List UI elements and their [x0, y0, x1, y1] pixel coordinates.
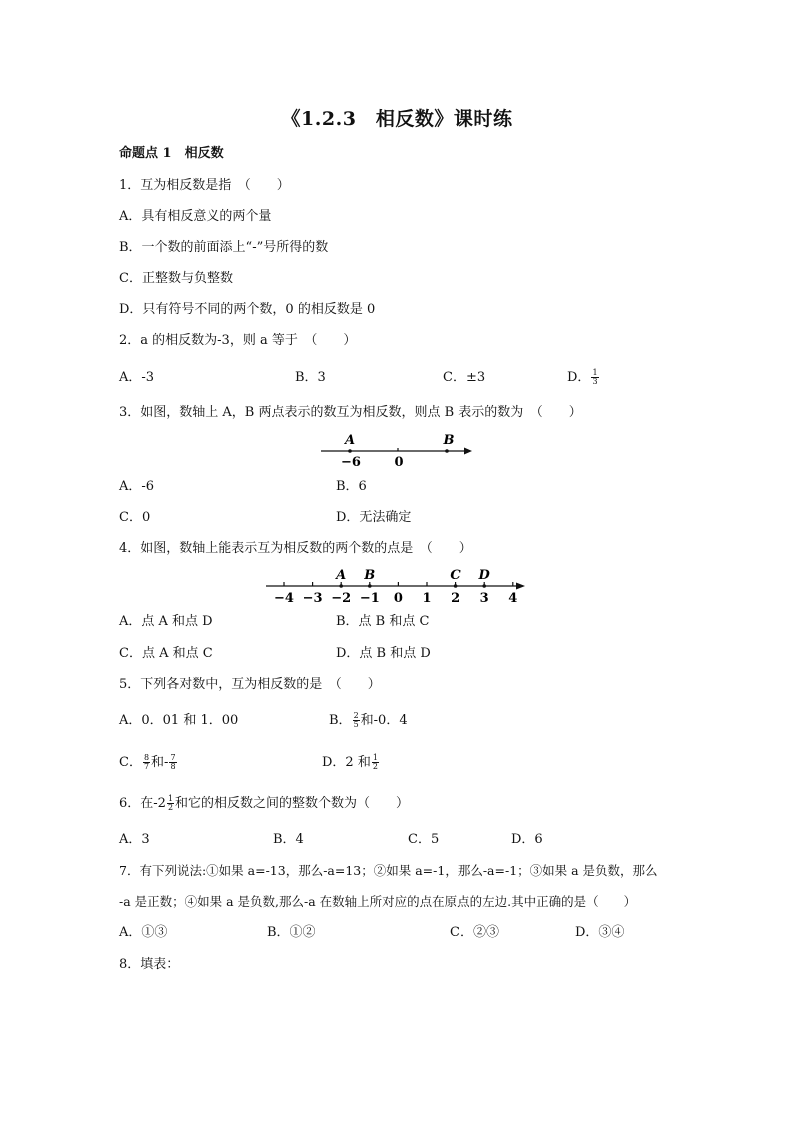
question-6-option-d: D．6: [511, 832, 543, 847]
question-1-option-b: B．一个数的前面添上“-”号所得的数: [119, 240, 329, 255]
question-6-option-c: C．5: [408, 832, 440, 847]
number-line-figure-q3: [318, 428, 478, 470]
arrow-head-icon: [464, 448, 472, 455]
tick-label-0: 0: [394, 455, 404, 470]
fraction-one-half: $\frac{1}{2}$: [167, 794, 174, 812]
point-label-a: A: [344, 433, 356, 448]
tick-label: −1: [359, 591, 380, 606]
point-label-b: B: [443, 433, 455, 448]
fraction-one-third: $\frac{1}{3}$: [592, 368, 598, 386]
question-3-option-b: B．6: [336, 479, 367, 494]
question-3-option-a: A．-6: [119, 479, 155, 494]
question-1-option-a: A．具有相反意义的两个量: [119, 209, 272, 224]
question-7-stem-line-1: 7．有下列说法:①如果 a=-13，那么-a=13；②如果 a=-1，那么-a=-1；③如果 a 是负数，那么: [119, 863, 658, 878]
question-5-option-c: C． $\frac{8}{7}$ 和- $\frac{7}{8}$: [119, 753, 176, 771]
question-2-option-a: A．-3: [119, 370, 155, 385]
question-4-option-b: B．点 B 和点 C: [336, 614, 430, 629]
fraction-seven-eighths: $\frac{7}{8}$: [170, 753, 176, 771]
question-4-option-c: C．点 A 和点 C: [119, 646, 213, 661]
question-7-option-c: C．②③: [450, 925, 499, 940]
question-3-stem: 3．如图，数轴上 A，B 两点表示的数互为相反数，则点 B 表示的数为 （ ）: [119, 405, 582, 420]
tick-label: 3: [479, 591, 489, 606]
point-b-dot: [445, 449, 449, 453]
question-2-option-b: B．3: [295, 370, 326, 385]
question-6-stem: 6．在-2 $\frac{1}{2}$ 和它的相反数之间的整数个数为（ ）: [119, 794, 410, 812]
question-6-option-a: A．3: [119, 832, 150, 847]
tick-label: −2: [331, 591, 352, 606]
question-5-option-d: D．2 和 $\frac{1}{2}$: [322, 753, 378, 771]
tick-label: 2: [451, 591, 461, 606]
question-8-stem: 8．填表：: [119, 957, 180, 972]
question-7-stem-line-2: -a 是正数；④如果 a 是负数,那么-a 在数轴上所对应的点在原点的左边.其中正确的是（ ）: [119, 894, 637, 909]
question-2-option-d: [567, 369, 600, 387]
question-4-option-d: D．点 B 和点 D: [336, 646, 431, 661]
tick-label: 1: [422, 591, 432, 606]
question-4-stem: 4．如图，数轴上能表示互为相反数的两个数的点是 （ ）: [119, 541, 472, 556]
point-dot-b: [368, 584, 372, 588]
question-4-option-a: A．点 A 和点 D: [119, 614, 213, 629]
question-1-option-d: D．只有符号不同的两个数，0 的相反数是 0: [119, 302, 376, 317]
question-3-option-c: C．0: [119, 510, 151, 525]
fraction-one-half: $\frac{1}{2}$: [372, 753, 378, 771]
question-6-option-b: B．4: [273, 832, 304, 847]
point-dot-c: [454, 584, 458, 588]
question-7-option-b: B．①②: [267, 925, 316, 940]
number-line-figure-q4: [264, 563, 532, 607]
point-label-d: D: [478, 568, 490, 583]
fraction-eight-sevenths: $\frac{8}{7}$: [143, 753, 150, 771]
section-heading: 命题点 1 相反数: [119, 146, 224, 161]
page-title: 《1.2.3 相反数》课时练: [281, 108, 513, 130]
arrow-head-icon: [516, 583, 525, 590]
fraction-two-fifths: $\frac{2}{5}$: [353, 711, 359, 729]
point-label-b: B: [364, 568, 376, 583]
question-2-stem: 2．a 的相反数为-3，则 a 等于 （ ）: [119, 333, 357, 348]
tick-label-neg6: −6: [341, 455, 361, 470]
point-label-a: A: [336, 568, 347, 583]
tick-label: −4: [274, 591, 294, 606]
point-a-dot: [348, 449, 352, 453]
question-7-option-a: A．①③: [119, 925, 168, 940]
point-dot-a: [339, 584, 343, 588]
question-3-option-d: D．无法确定: [336, 510, 412, 525]
tick-label: 4: [508, 591, 518, 606]
point-label-c: C: [450, 568, 461, 583]
question-5-option-a: A．0．01 和 1．00: [119, 713, 239, 728]
question-2-option-d-label: D．: [567, 370, 591, 385]
point-dot-d: [482, 584, 486, 588]
question-5-option-b: B． $\frac{2}{5}$ 和-0．4: [329, 711, 408, 729]
question-2-option-c: C．±3: [443, 370, 486, 385]
question-5-stem: 5．下列各对数中，互为相反数的是 （ ）: [119, 677, 381, 692]
tick-label: 0: [393, 591, 403, 606]
question-1-option-c: C．正整数与负整数: [119, 271, 233, 286]
question-7-option-d: D．③④: [575, 925, 625, 940]
question-1-stem: 1．互为相反数是指 （ ）: [119, 178, 290, 193]
tick-label: −3: [302, 591, 323, 606]
